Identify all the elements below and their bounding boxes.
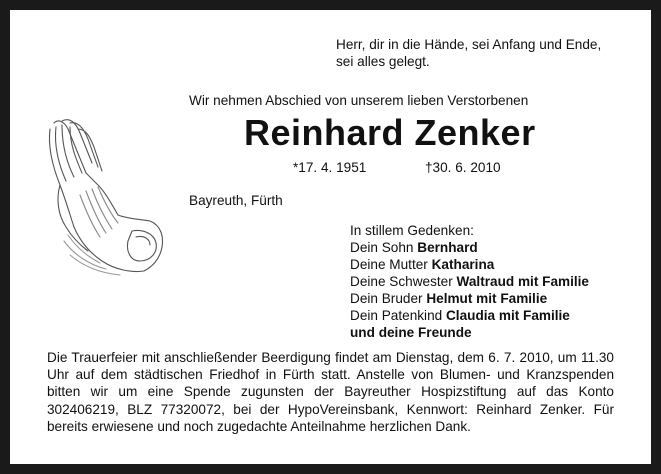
mourner-name: Claudia mit Familie [445, 308, 570, 323]
mourner-name: und deine Freunde [350, 325, 472, 340]
funeral-notice: Die Trauerfeier mit anschließender Beerdigung findet am Dienstag, dem 6. 7. 2010, um 11.30 Uhr auf dem städtischen Friedhof in Fürth statt. Anstelle von Blumen- und Kranzspenden bitten wir um eine Spende zugunsten der Bayreuther Hospizstiftung auf das Konto 302406219, BLZ 77320072, bei der HypoVereinsbank, Kennwort: Reinhard Zenker. Für bereits erwiesene und noch zugedachte Anteilnahme herzlichen Dank. [47, 350, 614, 434]
mourner-relation: Deine Schwester [350, 274, 457, 289]
mourner-entry [350, 324, 635, 341]
death-date: †30. 6. 2010 [425, 160, 501, 175]
birth-date: *17. 4. 1951 [293, 160, 367, 175]
intro-text: Wir nehmen Abschied von unserem lieben Verstorbenen [189, 93, 529, 108]
place: Bayreuth, Fürth [189, 193, 283, 208]
mourner-name: Waltraud mit Familie [456, 274, 589, 289]
mourner-name: Helmut mit Familie [426, 291, 548, 306]
mourner-entry [350, 256, 635, 273]
mourner-name: Katharina [431, 257, 495, 272]
mourner-relation: Dein Sohn [350, 240, 418, 255]
praying-hands-icon [40, 115, 170, 285]
deceased-name: Reinhard Zenker [244, 112, 536, 153]
mourner-entry [350, 307, 635, 324]
verse [336, 36, 626, 70]
mourners-list [350, 222, 635, 341]
mourner-relation: Dein Patenkind [350, 308, 446, 323]
mourner-entry [350, 290, 635, 307]
mourner-relation: Dein Bruder [350, 291, 427, 306]
mourner-relation: Deine Mutter [350, 257, 432, 272]
mourner-name: Bernhard [417, 240, 478, 255]
verse-line-2: sei alles gelegt. [336, 54, 430, 69]
mourner-entry [350, 239, 635, 256]
mourners-heading: In stillem Gedenken: [350, 223, 474, 238]
verse-line-1: Herr, dir in die Hände, sei Anfang und Ende, [336, 37, 602, 52]
mourner-entry [350, 273, 635, 290]
